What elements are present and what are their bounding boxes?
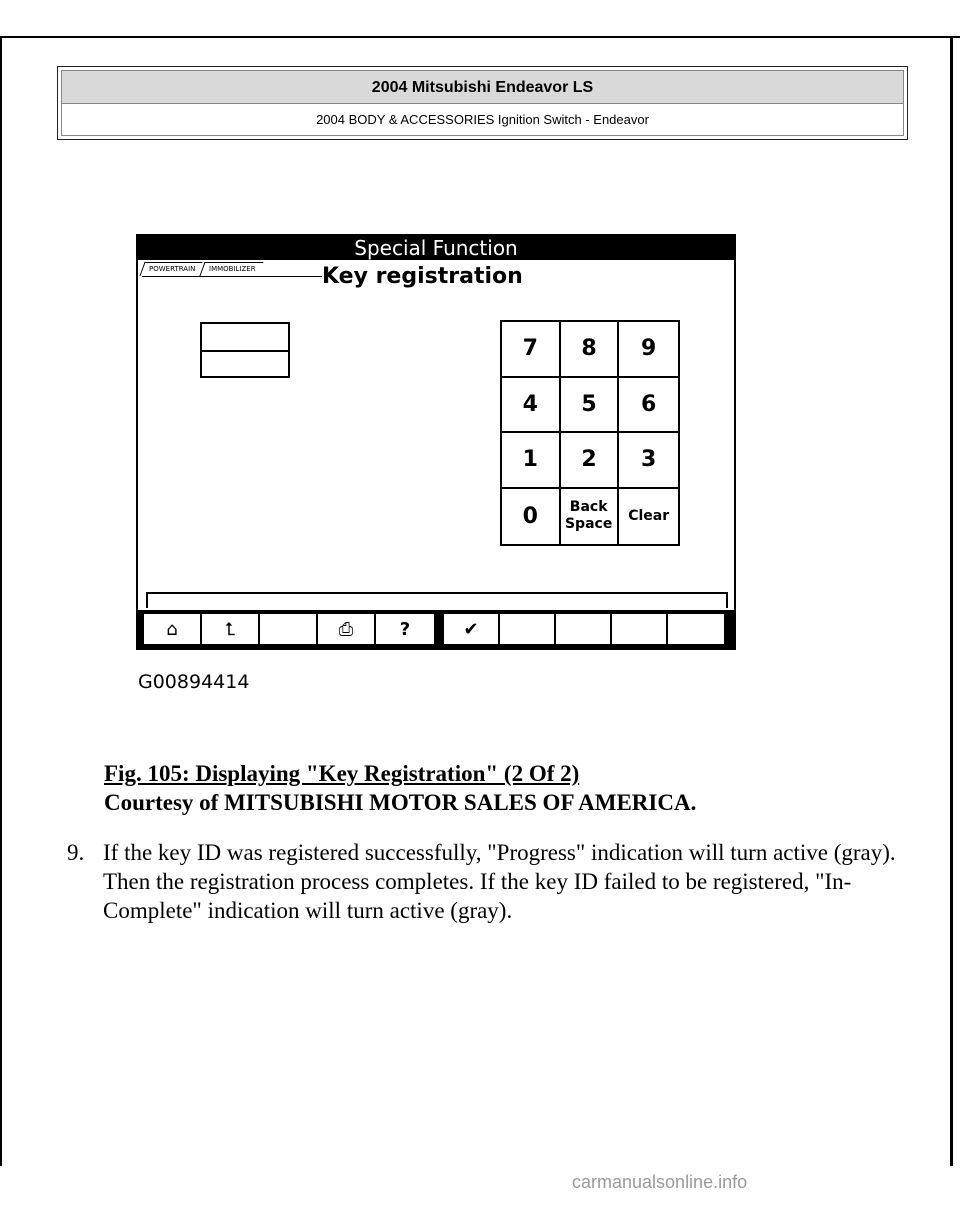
screen-tabs <box>142 262 263 276</box>
toolbar-blank <box>612 614 668 644</box>
screen-title: Special Function <box>138 236 734 260</box>
toolbar-blank <box>668 614 724 644</box>
figure-id: G00894414 <box>138 671 250 693</box>
screen-heading: Key registration <box>322 264 523 289</box>
key-5: 5 <box>561 378 620 434</box>
figure-courtesy: Courtesy of MITSUBISHI MOTOR SALES OF AMERICA. <box>104 790 697 815</box>
key-8: 8 <box>561 322 620 378</box>
page-border-right <box>950 36 953 1166</box>
header-subtitle: 2004 BODY & ACCESSORIES Ignition Switch - Endeavor <box>316 112 649 127</box>
toolbar-right-group <box>444 614 724 644</box>
key-back-space: Back Space <box>561 489 619 545</box>
status-bar <box>146 592 728 608</box>
figure-label-link[interactable]: Fig. 105: Displaying "Key Registration" (2 Of 2) <box>104 761 580 786</box>
key-7: 7 <box>502 322 561 378</box>
entry-box-divider <box>202 350 288 352</box>
checkmark-icon: ✔ <box>444 614 500 644</box>
key-1: 1 <box>502 433 561 489</box>
toolbar-blank <box>500 614 556 644</box>
home-icon: ⌂ <box>144 614 202 644</box>
key-id-entry-box <box>200 322 290 378</box>
step-number: 9. <box>67 840 85 865</box>
key-9: 9 <box>619 322 678 378</box>
key-2: 2 <box>561 433 620 489</box>
key-4: 4 <box>502 378 561 434</box>
key-6: 6 <box>619 378 678 434</box>
screen-toolbar <box>138 610 734 648</box>
header-title: 2004 Mitsubishi Endeavor LS <box>62 71 903 104</box>
back-arrow-icon: ⮤ <box>202 614 260 644</box>
key-clear: Clear <box>628 507 670 524</box>
help-icon: ? <box>399 618 411 640</box>
scan-tool-screen-figure <box>136 234 736 650</box>
step-text: If the key ID was registered successfully, "Progress" indication will turn active (gray). Then the registration process completes. If the key ID failed to be registered, "In-Complete" indication will turn active (gray). <box>103 840 896 923</box>
figure-caption <box>104 759 696 817</box>
procedure-step <box>67 838 907 925</box>
toolbar-blank <box>260 614 318 644</box>
numeric-keypad <box>500 320 680 546</box>
tab-underline <box>142 276 322 277</box>
document-header <box>57 66 908 140</box>
tab-powertrain: POWERTRAIN <box>139 262 202 276</box>
document-header-inner <box>61 70 904 136</box>
watermark: carmanualsonline.info <box>572 1172 748 1192</box>
tab-immobilizer: IMMOBILIZER <box>200 262 264 276</box>
toolbar-left-group <box>144 614 434 644</box>
print-icon: ⎙ <box>318 614 376 644</box>
page-border-top <box>0 36 960 38</box>
key-0: 0 <box>502 489 561 545</box>
key-3: 3 <box>619 433 678 489</box>
page-border-left <box>0 36 2 1166</box>
toolbar-blank <box>556 614 612 644</box>
